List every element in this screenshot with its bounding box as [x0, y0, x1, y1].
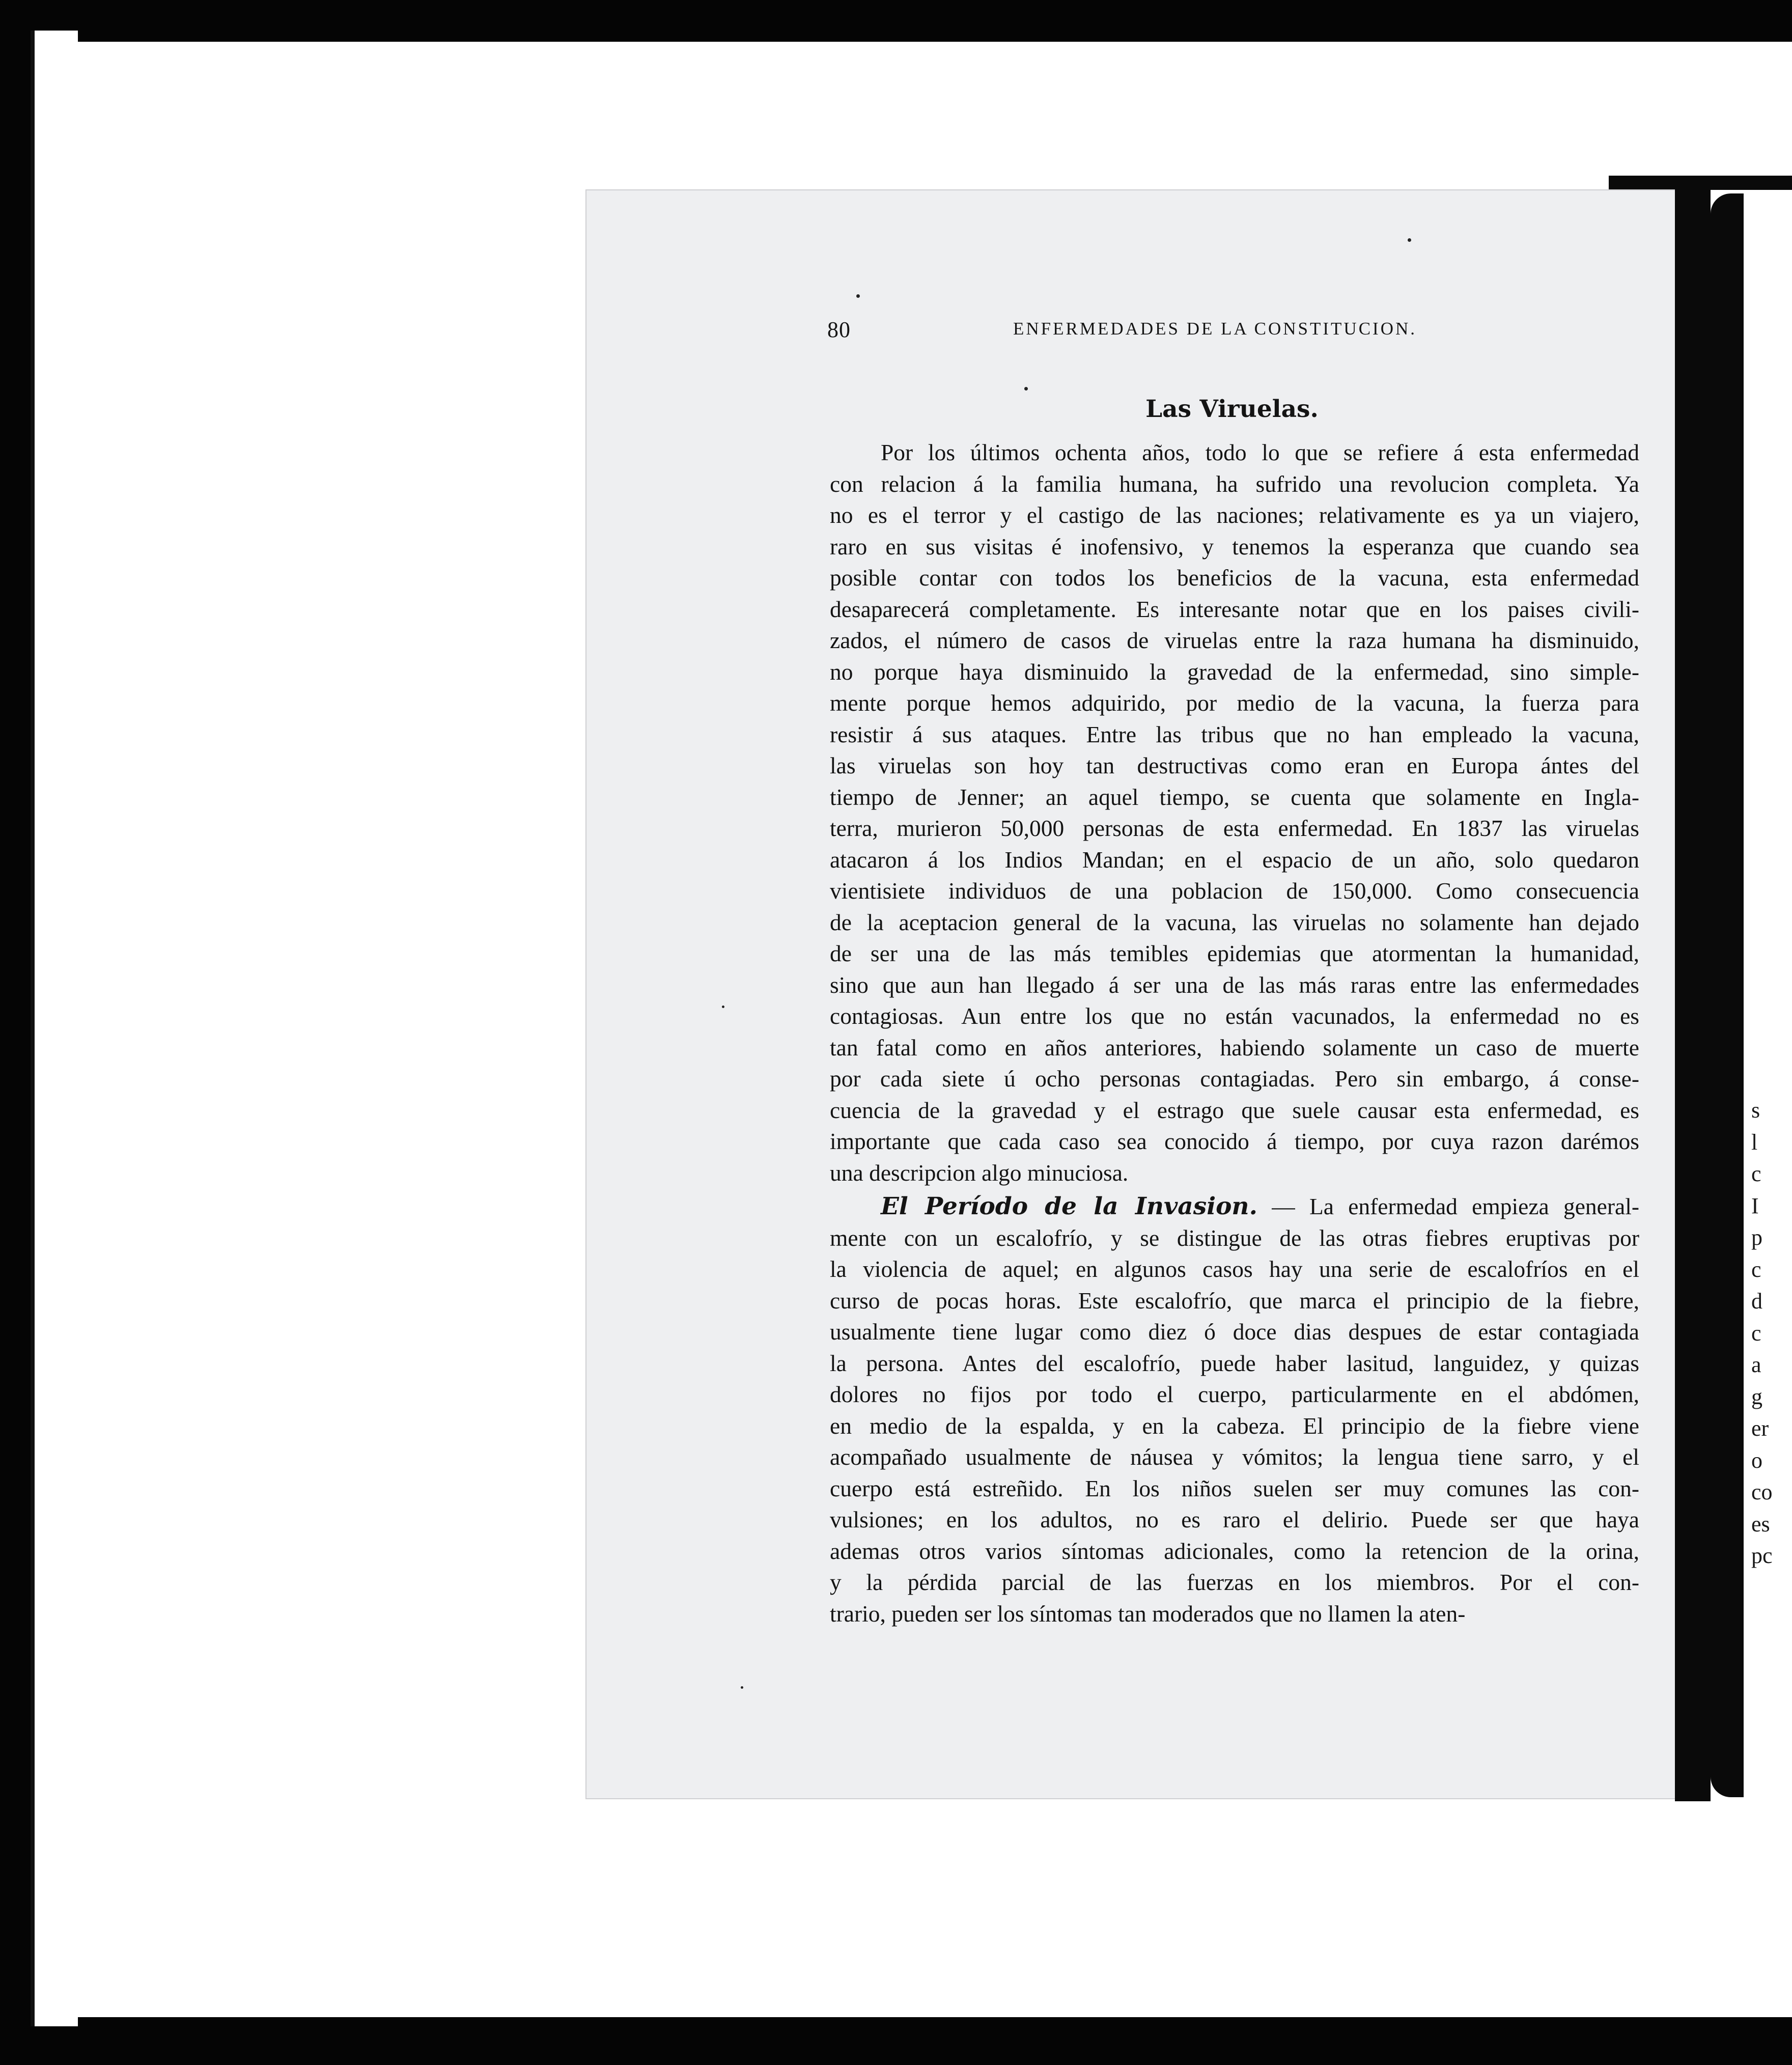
- facing-page-fragment: s: [1751, 1098, 1760, 1123]
- facing-page-fragment: a: [1751, 1352, 1761, 1377]
- facing-page-fragment: c: [1751, 1161, 1761, 1186]
- subsection-heading: El Período de la Invasion.: [881, 1192, 1257, 1220]
- paragraph-line: de la aceptacion general de la vacuna, las viruelas no solamente han dejado: [830, 909, 1639, 935]
- paragraph-line: Por los últimos ochenta años, todo lo que se refiere á esta enfermedad: [881, 439, 1639, 465]
- facing-page-fragment: c: [1751, 1320, 1761, 1346]
- section-title: Las Viruelas.: [1145, 395, 1319, 423]
- facing-page-fragment: p: [1751, 1225, 1762, 1250]
- paragraph-line: posible contar con todos los beneficios de la vacuna, esta enfermedad: [830, 565, 1639, 591]
- facing-page-fragment: pc: [1751, 1543, 1773, 1568]
- facing-page-fragment: es: [1751, 1511, 1770, 1537]
- paragraph-line: usualmente tiene lugar como diez ó doce dias despues de estar contagiada: [830, 1319, 1639, 1345]
- film-border-top: [0, 0, 1792, 42]
- facing-page-fragment: l: [1751, 1129, 1758, 1155]
- paragraph-line: tiempo de Jenner; an aquel tiempo, se cuenta que solamente en Ingla-: [830, 784, 1639, 810]
- paragraph-line: ademas otros varios síntomas adicionales, como la retencion de la orina,: [830, 1538, 1639, 1564]
- paragraph-line: desaparecerá completamente. Es interesante notar que en los paises civili-: [830, 596, 1639, 622]
- film-border-left: [0, 31, 31, 2026]
- running-head: ENFERMEDADES DE LA CONSTITUCION.: [1013, 319, 1417, 339]
- paragraph-line: con relacion á la familia humana, ha sufrido una revolucion completa. Ya: [830, 470, 1639, 497]
- paragraph-line: resistir á sus ataques. Entre las tribus que no han empleado la vacuna,: [830, 721, 1639, 747]
- paragraph-invasion: [830, 1191, 1639, 1629]
- film-margin-left: [31, 31, 78, 2026]
- facing-page-fragment: I: [1751, 1193, 1759, 1218]
- paragraph-line: por cada siete ú ocho personas contagiadas. Pero sin embargo, á conse-: [830, 1066, 1639, 1092]
- paragraph-line: no es el terror y el castigo de las naciones; relativamente es ya un viajero,: [830, 502, 1639, 528]
- paragraph-line: [830, 1191, 1639, 1222]
- paragraph-line: vulsiones; en los adultos, no es raro el delirio. Puede ser que haya: [830, 1506, 1639, 1532]
- paragraph-line: y la pérdida parcial de las fuerzas en los miembros. Por el con-: [830, 1569, 1639, 1595]
- paragraph-line: raro en sus visitas é inofensivo, y tenemos la esperanza que cuando sea: [830, 533, 1639, 560]
- paragraph-line: trario, pueden ser los síntomas tan moderados que no llamen la aten-: [830, 1600, 1466, 1627]
- page-shadow-top: [1609, 176, 1792, 190]
- facing-page-fragment: g: [1751, 1384, 1762, 1409]
- paragraph-line: atacaron á los Indios Mandan; en el espacio de un año, solo quedaron: [830, 846, 1639, 873]
- facing-page-text: [1751, 1095, 1792, 1572]
- film-border-bottom: [0, 2017, 1792, 2065]
- paragraph-line: vientisiete individuos de una poblacion de 150,000. Como consecuencia: [830, 878, 1639, 904]
- paragraph-line: mente con un escalofrío, y se distingue de las otras fiebres eruptivas por: [830, 1224, 1639, 1251]
- facing-page-fragment: o: [1751, 1447, 1762, 1473]
- paragraph-line: mente porque hemos adquirido, por medio de la vacuna, la fuerza para: [830, 690, 1639, 716]
- page-header: [827, 317, 1438, 347]
- paragraph-line: tan fatal como en años anteriores, habiendo solamente un caso de muerte: [830, 1034, 1639, 1061]
- paragraph-line: las viruelas son hoy tan destructivas como eran en Europa ántes del: [830, 752, 1639, 778]
- paragraph-line: cuerpo está estreñido. En los niños suelen ser muy comunes las con-: [830, 1475, 1639, 1501]
- paragraph-line: la violencia de aquel; en algunos casos hay una serie de escalofríos en el: [830, 1256, 1639, 1282]
- facing-page-fragment: er: [1751, 1416, 1769, 1441]
- paragraph-line: curso de pocas horas. Este escalofrío, que marca el principio de la fiebre,: [830, 1287, 1639, 1314]
- paragraph-line: cuencia de la gravedad y el estrago que suele causar esta enfermedad, es: [830, 1097, 1639, 1123]
- page-number: 80: [827, 317, 851, 342]
- paragraph-line: contagiosas. Aun entre los que no están vacunados, la enfermedad no es: [830, 1003, 1639, 1029]
- paragraph-intro: [830, 437, 1639, 1188]
- paragraph-line: sino que aun han llegado á ser una de las más raras entre las enfermedades: [830, 971, 1639, 998]
- paragraph-line: zados, el número de casos de viruelas entre la raza humana ha disminuido,: [830, 627, 1639, 653]
- paragraph-line: una descripcion algo minuciosa.: [830, 1159, 1129, 1186]
- page-gutter-shadow: [1675, 188, 1711, 1801]
- facing-page-fragment: d: [1751, 1289, 1762, 1314]
- facing-page-fragment: co: [1751, 1480, 1773, 1504]
- facing-page-border: [1711, 193, 1744, 1797]
- facing-page-fragment: c: [1751, 1257, 1761, 1282]
- paragraph-line: importante que cada caso sea conocido á tiempo, por cuya razon darémos: [830, 1128, 1639, 1154]
- paragraph-line: la persona. Antes del escalofrío, puede haber lasitud, languidez, y quizas: [830, 1350, 1639, 1376]
- paragraph-line: dolores no fijos por todo el cuerpo, particularmente en el abdómen,: [830, 1381, 1639, 1407]
- paragraph-line: en medio de la espalda, y en la cabeza. El principio de la fiebre viene: [830, 1412, 1639, 1439]
- paragraph-line: terra, murieron 50,000 personas de esta enfermedad. En 1837 las viruelas: [830, 815, 1639, 841]
- paragraph-line: acompañado usualmente de náusea y vómitos; la lengua tiene sarro, y el: [830, 1444, 1639, 1470]
- paragraph-line: no porque haya disminuido la gravedad de la enfermedad, sino simple-: [830, 658, 1639, 685]
- paragraph-line: de ser una de las más temibles epidemias que atormentan la humanidad,: [830, 940, 1639, 966]
- paragraph-line-text: — La enfermedad empieza general-: [1272, 1193, 1640, 1219]
